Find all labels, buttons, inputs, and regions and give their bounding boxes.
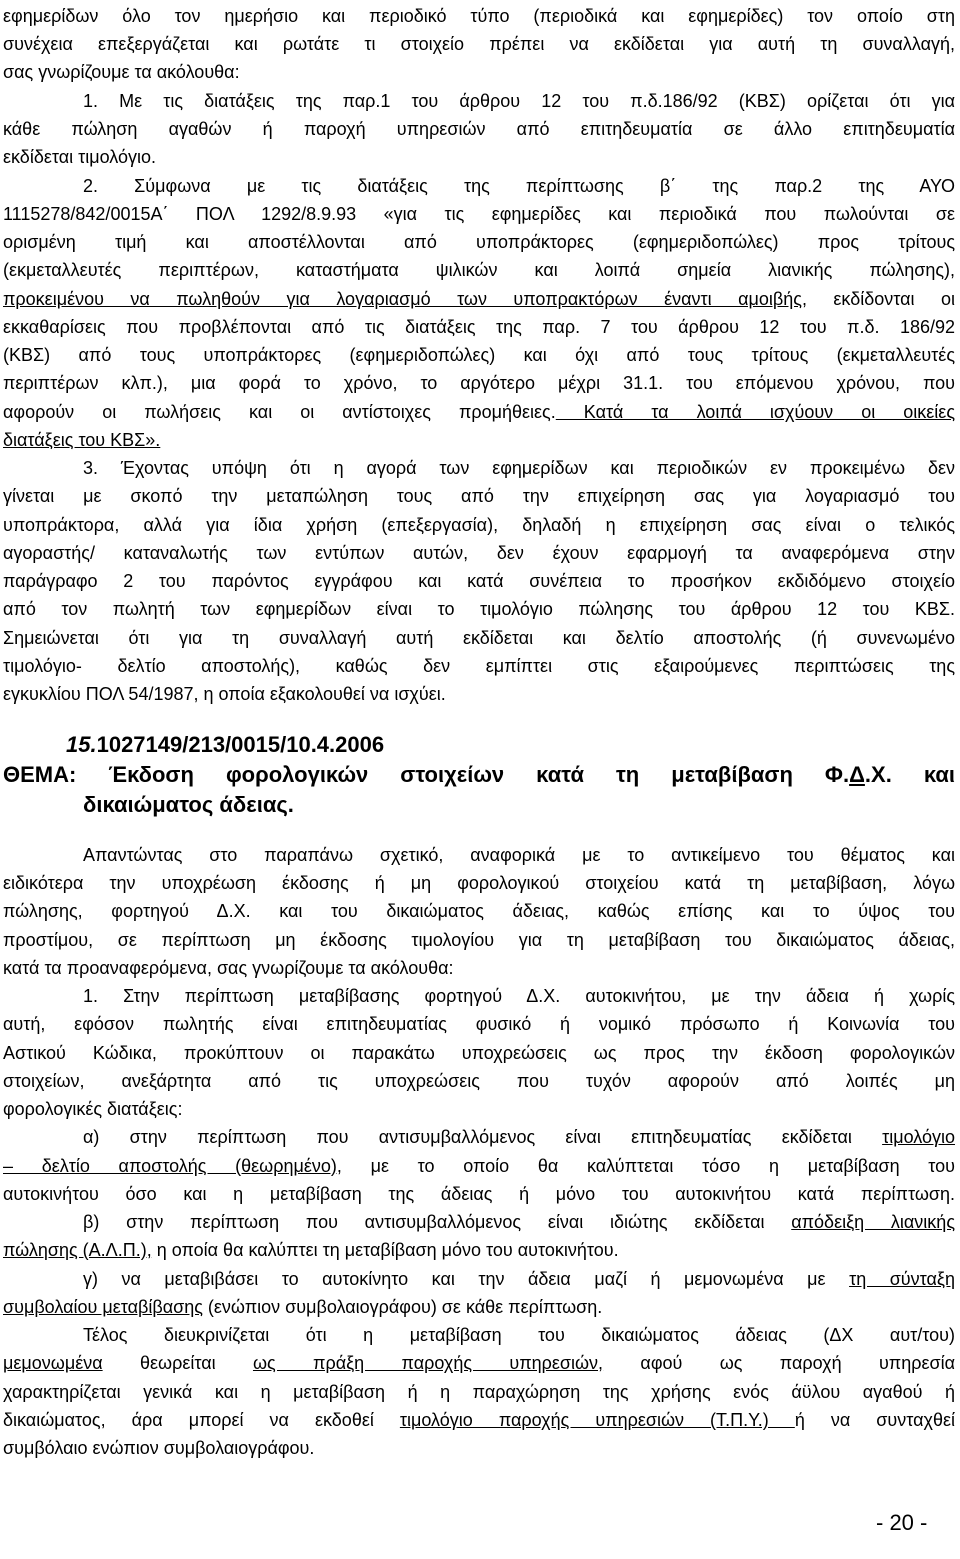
text-line: Τέλος διευκρινίζεται ότι η μεταβίβαση του δικαιώματος άδειας (ΔΧ αυτ/του) [83,1325,955,1345]
text-span: (ενώπιον συμβολαιογράφου) σε κάθε περίπτωση. [202,1297,603,1317]
text-line: 1. Με τις διατάξεις της παρ.1 του άρθρου 12 του π.δ.186/92 (ΚΒΣ) ορίζεται ότι για [83,91,955,111]
underlined-text: – δελτίο αποστολής (θεωρημένο), [3,1156,342,1176]
underlined-text: διατάξεις του ΚΒΣ». [3,430,161,450]
text-line: ορισμένη τιμή και αποστέλλονται από υποπράκτορες (εφημεριδοπώλες) προς τρίτους [3,232,955,252]
underlined-text: προκειμένου να πωληθούν για λογαριασμό των υποπρακτόρων έναντι αμοιβής [3,289,802,309]
section-title: δικαιώματος άδειας. [83,792,294,817]
underlined-text: πώλησης (Α.Λ.Π.), [3,1240,152,1260]
text-line: αυτή, εφόσον πωλητής είναι επιτηδευματίας φυσικό ή νομικό πρόσωπο ή Κοινωνία του [3,1014,955,1034]
text-line: Σημειώνεται ότι για τη συναλλαγή αυτή εκδίδεται και δελτίο αποστολής (ή συνενωμένο [3,628,955,648]
text-line: χαρακτηρίζεται γενικά και η μεταβίβαση ή η παραχώρηση της χρήσης ενός άϋλου αγαθού ή [3,1382,955,1402]
text-line [83,1210,955,1234]
underlined-text: συμβολαίου μεταβίβασης [3,1297,203,1317]
reference-number: 1027149/213/0015/10.4.2006 [96,732,385,757]
text-line: σας γνωρίζουμε τα ακόλουθα: [3,62,240,82]
text-line: αυτοκινήτου όσο και η μεταβίβαση της άδειας ή μόνο του αυτοκινήτου κατά περίπτωση. [3,1184,955,1204]
underlined-text: τη σύνταξη [849,1269,955,1289]
text-line: εφημερίδων όλο τον ημερήσιο και περιοδικό τύπο (περιοδικά και εφημερίδες) τον οποίο στη [3,6,955,26]
text-line: Αστικού Κώδικα, προκύπτουν οι παρακάτω υποχρεώσεις ως προς την έκδοση φορολογικών [3,1043,955,1063]
title-text: .Χ. και [864,762,955,787]
underlined-text: Κατά τα λοιπά ισχύουν οι οικείες [555,402,955,422]
text-line [3,400,955,424]
underlined-text: τιμολόγιο [882,1127,955,1147]
text-line [3,287,955,311]
text-line: συνέχεια επεξεργάζεται και ρωτάτε τι στοιχείο πρέπει να εκδίδεται για αυτή τη συναλλαγή, [3,34,955,54]
text-span: , εκδίδονται οι [801,289,955,309]
text-line: στοιχείων, ανεξάρτητα από τις υποχρεώσεις που τυχόν αφορούν από λοιπές μη [3,1071,955,1091]
text-line: 1. Στην περίπτωση μεταβίβασης φορτηγού Δ.Χ. αυτοκινήτου, με την άδεια ή χωρίς [83,986,955,1006]
text-span: α) στην περίπτωση που αντισυμβαλλόμενος είναι επιτηδευματίας εκδίδεται [83,1127,883,1147]
text-line [3,428,955,452]
text-line [83,1267,955,1291]
text-line: περιπτέρων κλπ.), μια φορά το χρόνο, το αργότερο μέχρι 31.1. του επόμενου χρόνου, που [3,373,955,393]
text-line: παράγραφο 2 του παρόντος εγγράφου και κατά συνέπεια το προσήκον εκδιδόμενο στοιχείο [3,571,955,591]
text-span: θεωρείται [102,1353,253,1373]
text-line: (εκμεταλλευτές περιπτέρων, καταστήματα ψιλικών και λοιπά σημεία λιανικής πώλησης), [3,260,955,280]
text-span: ή να συνταχθεί [794,1410,955,1430]
text-line: προστίμου, σε περίπτωση μη έκδοσης τιμολογίου για τη μεταβίβαση του δικαιώματος άδειας, [3,930,955,950]
text-line: πώλησης, φορτηγού Δ.Χ. και του δικαιώματος άδειας, καθώς επίσης και το ύψος του [3,901,955,921]
text-span: αφού ως παροχή υπηρεσία [603,1353,955,1373]
text-line: φορολογικές διατάξεις: [3,1099,183,1119]
text-line [3,1238,955,1262]
section-number: 15. [66,732,97,757]
text-line: συμβόλαιο ενώπιον συμβολαιογράφου. [3,1438,315,1458]
text-span: η οποία θα καλύπτει τη μεταβίβαση μόνο του αυτοκινήτου. [151,1240,619,1260]
section-title [3,760,955,790]
text-line: 1115278/842/0015Α΄ ΠΟΛ 1292/8.9.93 «για τις εφημερίδες και περιοδικά που πωλούνται σε [3,204,955,224]
text-line: αγοραστής/ καταναλωτής των εντύπων αυτών, δεν έχουν εφαρμογή τα αναφερόμενα στην [3,543,955,563]
text-line: 3. Έχοντας υπόψη ότι η αγορά των εφημερίδων και περιοδικών εν προκειμένω δεν [83,458,955,478]
text-line: γίνεται με σκοπό την μεταπώληση τους από την επιχείρηση σας για λογαριασμό του [3,486,955,506]
text-line [3,1408,955,1432]
text-span: αφορούν οι πωλήσεις και οι αντίστοιχες προμήθειες. [3,402,556,422]
text-line: από τον πωλητή των εφημερίδων είναι το τιμολόγιο πώλησης του άρθρου 12 του ΚΒΣ. [3,599,955,619]
text-line [83,1125,955,1149]
text-line [3,1154,955,1178]
underlined-text: Δ [849,762,865,787]
text-span: δικαιώματος, άρα μπορεί να εκδοθεί [3,1410,400,1430]
text-line: Απαντώντας στο παραπάνω σχετικό, αναφορικά με το αντικείμενο του θέματος και [83,845,955,865]
text-line: εκκαθαρίσεις που προβλέπονται από τις διατάξεις της παρ. 7 του άρθρου 12 του π.δ. 186/92 [3,317,955,337]
title-text: ΘΕΜΑ: Έκδοση φορολογικών στοιχείων κατά τη μεταβίβαση Φ. [3,762,850,787]
text-line: κατά τα προαναφερόμενα, σας γνωρίζουμε τα ακόλουθα: [3,958,454,978]
text-line: 2. Σύμφωνα με τις διατάξεις της περίπτωσης β΄ της παρ.2 της ΑΥΟ [83,176,955,196]
page-number: - 20 - [876,1510,928,1535]
underlined-text: μεμονωμένα [3,1353,103,1373]
text-span: με το οποίο θα καλύπτεται τόσο η μεταβίβαση του [341,1156,955,1176]
text-line: (ΚΒΣ) από τους υποπράκτορες (εφημεριδοπώλες) και όχι από τους τρίτους (εκμεταλλευτές [3,345,955,365]
section-reference [66,730,946,760]
text-line: ειδικότερα την υποχρέωση έκδοσης ή μη φορολογικού στοιχείου κατά τη μεταβίβαση, λόγω [3,873,955,893]
text-line [3,1351,955,1375]
text-line: κάθε πώληση αγαθών ή παροχή υπηρεσιών από επιτηδευματία σε άλλο επιτηδευματία [3,119,955,139]
text-line: εκδίδεται τιμολόγιο. [3,147,157,167]
text-line: υποπράκτορα, αλλά για ίδια χρήση (επεξεργασία), δηλαδή η επιχείρηση σας είναι ο τελικός [3,515,955,535]
text-span: β) στην περίπτωση που αντισυμβαλλόμενος είναι ιδιώτης εκδίδεται [83,1212,792,1232]
text-line [3,1295,955,1319]
underlined-text: ως πράξη παροχής υπηρεσιών, [252,1353,604,1373]
text-line: εγκυκλίου ΠΟΛ 54/1987, η οποία εξακολουθεί να ισχύει. [3,684,446,704]
text-line: τιμολόγιο- δελτίο αποστολής), καθώς δεν εμπίπτει στις εξαιρούμενες περιπτώσεις της [3,656,955,676]
text-span: γ) να μεταβιβάσει το αυτοκίνητο και την άδεια μαζί ή μεμονωμένα με [83,1269,850,1289]
underlined-text: απόδειξη λιανικής [791,1212,955,1232]
underlined-text: τιμολόγιο παροχής υπηρεσιών (Τ.Π.Υ.) [399,1410,795,1430]
